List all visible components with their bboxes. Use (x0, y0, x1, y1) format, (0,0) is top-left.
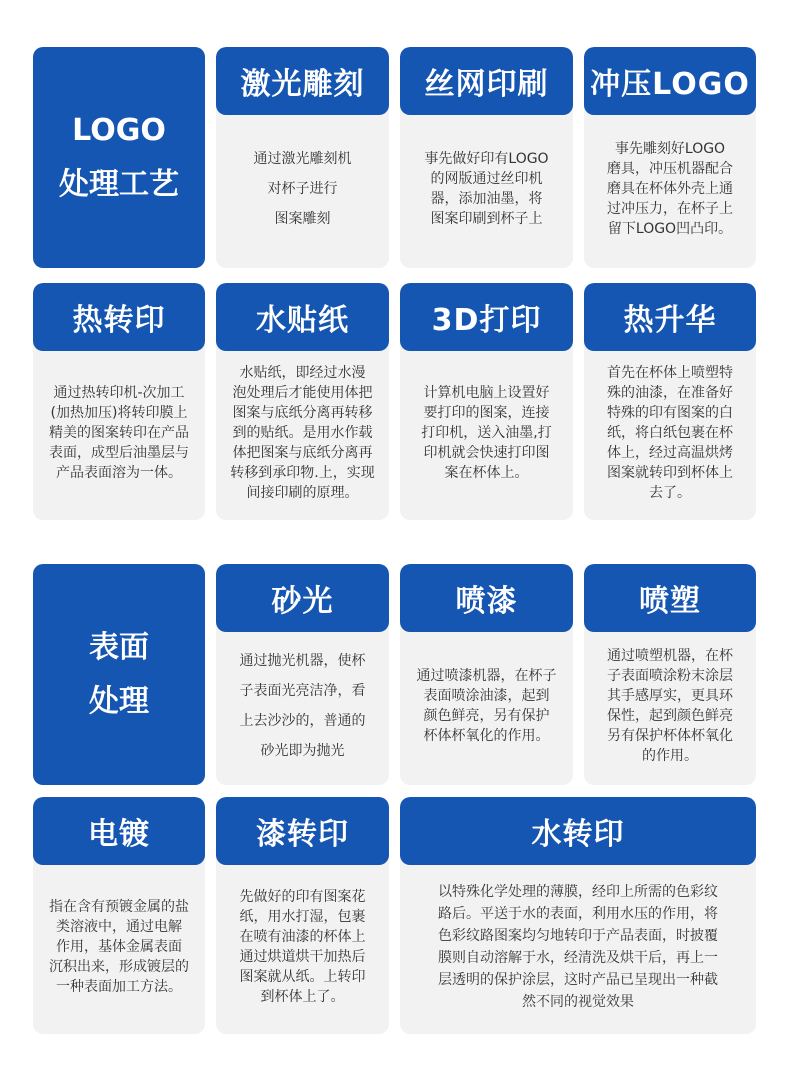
card-water-transfer (400, 797, 756, 1034)
card-title: 水转印 (400, 797, 756, 865)
card-title: 电镀 (33, 797, 205, 865)
card-text: 通过热转印机-次加工 (加热加压)将转印膜上 精美的图案转印在产品 表面，成型后油墨层与 产品表面溶为一体。 (49, 384, 189, 481)
card-text: 计算机电脑上设置好 要打印的图案，连接 打印机，送入油墨,打 印机就会快速打印图 案在杯体上。 (421, 384, 552, 481)
card-title: 漆转印 (216, 797, 389, 865)
card-text: 事先雕刻好LOGO 磨具，冲压机器配合 磨具在杯体外壳上通 过冲压力，在杯子上 留下LOGO凹凸印。 (607, 140, 733, 237)
card-title: 激光雕刻 (216, 47, 389, 115)
card-text: 以特殊化学处理的薄膜，经印上所需的色彩纹 路后。平送于水的表面，利用水压的作用，将 色彩纹路图案均匀地转印于产品表面，时披覆 膜则自动溶解于水，经清洗及烘干后，再上一 层透明的保护涂层，这时产品已呈现出一种截 然不同的视觉效果 (438, 883, 718, 1010)
card-stamping-logo (584, 47, 756, 268)
surface-process-title-block (33, 564, 205, 785)
card-title: 热升华 (584, 283, 756, 351)
card-text: 通过激光雕刻机 对杯子进行 图案雕刻 (253, 150, 352, 227)
card-electroplating (33, 797, 205, 1034)
card-sublimation (584, 283, 756, 520)
card-title: 喷塑 (584, 564, 756, 632)
card-text: 首先在杯体上喷塑特 殊的油漆，在准备好 特殊的印有图案的白 纸，将白纸包裹在杯 体上，经过高温烘烤 图案就转印到杯体上 去了。 (607, 364, 733, 501)
card-text: 先做好的印有图案花 纸，用水打湿，包裹 在喷有油漆的杯体上 通过烘道烘干加热后 图案就从纸。上转印 到杯体上了。 (239, 888, 366, 1005)
card-text: 事先做好印有LOGO 的网版通过丝印机 器，添加油墨，将 图案印刷到杯子上 (424, 150, 549, 227)
card-title: 喷漆 (400, 564, 573, 632)
card-water-decal (216, 283, 389, 520)
card-text: 指在含有预镀金属的盐 类溶液中，通过电解 作用，基体金属表面 沉积出来，形成镀层的 一种表面加工方法。 (49, 898, 189, 995)
logo-title-line-2: 处理工艺 (59, 166, 179, 202)
card-title: 冲压LOGO (584, 47, 756, 115)
logo-process-title-block (33, 47, 205, 268)
card-text: 通过喷塑机器，在杯 子表面喷涂粉末涂层 其手感厚实，更具环 保性，起到颜色鲜亮 另有保护杯体杯氧化 的作用。 (607, 647, 733, 764)
card-text: 水贴纸，即经过水漫 泡处理后才能使用体把 图案与底纸分离再转移 到的贴纸。是用水作载 体把图案与底纸分离再 转移到承印物.上，实现 间接印刷的原理。 (230, 364, 375, 501)
logo-title-line-1: LOGO (72, 112, 166, 148)
card-paint-transfer (216, 797, 389, 1034)
card-screen-printing (400, 47, 573, 268)
surface-title-line-1: 表面 (89, 629, 149, 665)
card-text: 通过喷漆机器，在杯子 表面喷涂油漆，起到 颜色鲜亮，另有保护 杯体杯氧化的作用。 (416, 667, 557, 744)
card-sanding (216, 564, 389, 785)
card-spray-paint (400, 564, 573, 785)
card-3d-printing (400, 283, 573, 520)
card-title: 砂光 (216, 564, 389, 632)
card-title: 热转印 (33, 283, 205, 351)
card-text: 通过抛光机器，使杯 子表面光亮洁净，看 上去沙沙的，普通的 砂光即为抛光 (239, 652, 366, 759)
card-title: 丝网印刷 (400, 47, 573, 115)
card-title: 水贴纸 (216, 283, 389, 351)
surface-title-line-2: 处理 (89, 683, 149, 719)
card-laser-engraving (216, 47, 389, 268)
card-heat-transfer (33, 283, 205, 520)
card-title: 3D打印 (400, 283, 573, 351)
card-powder-coating (584, 564, 756, 785)
